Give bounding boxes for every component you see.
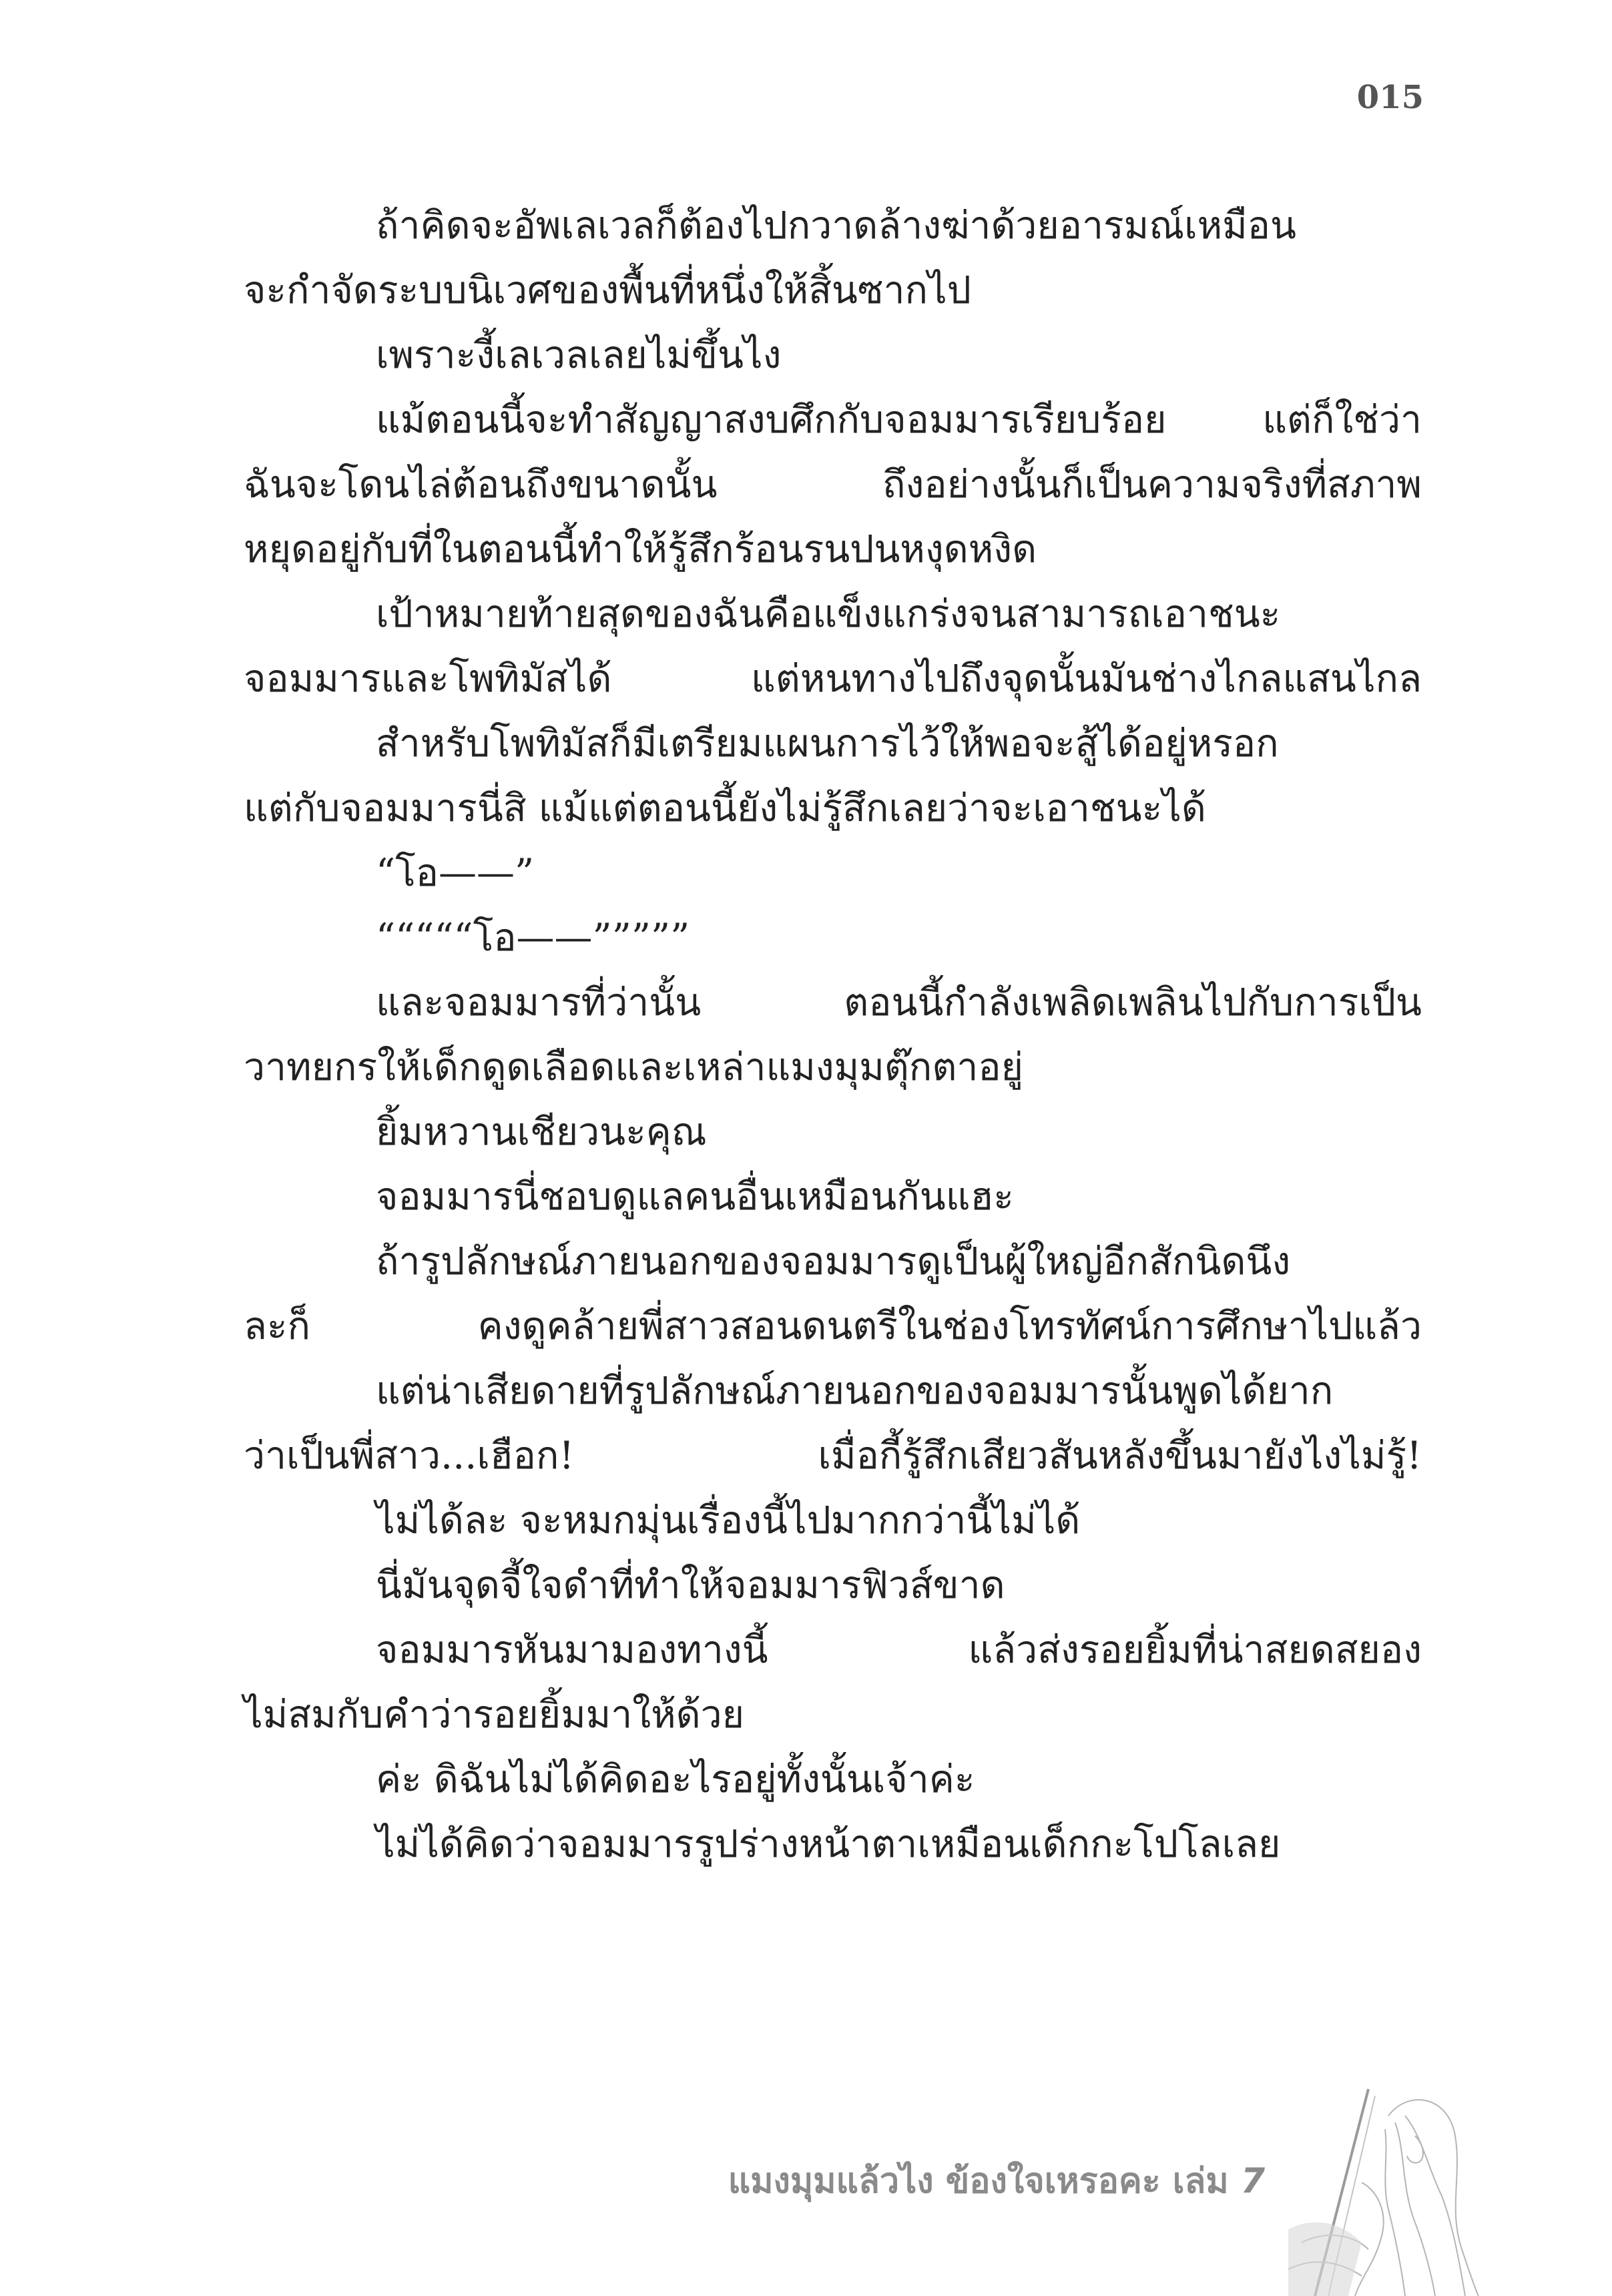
text-line: สำหรับโพทิมัสก็มีเตรียมแผนการไว้ให้พอจะสู้ได้อยู่หรอก: [376, 722, 1279, 766]
anime-girl-sketch-illustration: [1288, 2076, 1482, 2296]
footer-volume-number: 7: [1240, 2161, 1265, 2201]
body-text: [244, 194, 1422, 1877]
text-line: ฉันจะโดนไล่ต้อนถึงขนาดนั้น ถึงอย่างนั้นก็เป็นความจริงที่สภาพ: [244, 463, 1422, 507]
text-line: นี่มันจุดจี้ใจดำที่ทำให้จอมมารฟิวส์ขาด: [376, 1563, 1005, 1607]
text-line: ถ้าคิดจะอัพเลเวลก็ต้องไปกวาดล้างฆ่าด้วยอารมณ์เหมือน: [376, 204, 1296, 248]
footer-book-title: [728, 2152, 1265, 2208]
text-line: จะกำจัดระบบนิเวศของพื้นที่หนึ่งให้สิ้นซากไป: [244, 268, 971, 312]
text-line: วาทยกรให้เด็กดูดเลือดและเหล่าแมงมุมตุ๊กตาอยู่: [244, 1045, 1023, 1089]
text-line: และจอมมารที่ว่านั้น ตอนนี้กำลังเพลิดเพลินไปกับการเป็น: [376, 980, 1422, 1025]
page-number: 015: [1356, 79, 1424, 116]
text-line: เพราะงี้เลเวลเลยไม่ขึ้นไง: [376, 333, 782, 377]
text-line: ละก็ คงดูคล้ายพี่สาวสอนดนตรีในช่องโทรทัศน์การศึกษาไปแล้ว: [244, 1304, 1422, 1348]
text-line: “““““โอ——”””””: [376, 916, 690, 960]
text-line: จอมมารนี่ชอบดูแลคนอื่นเหมือนกันแฮะ: [376, 1175, 1014, 1219]
text-line: ไม่ได้คิดว่าจอมมารรูปร่างหน้าตาเหมือนเด็กกะโปโลเลย: [376, 1822, 1281, 1866]
text-line: ยิ้มหวานเชียวนะคุณ: [376, 1110, 707, 1154]
text-line: ค่ะ ดิฉันไม่ได้คิดอะไรอยู่ทั้งนั้นเจ้าค่ะ: [376, 1757, 975, 1801]
text-line: แม้ตอนนี้จะทำสัญญาสงบศึกกับจอมมารเรียบร้อย แต่ก็ใช่ว่า: [376, 398, 1422, 442]
text-line: ถ้ารูปลักษณ์ภายนอกของจอมมารดูเป็นผู้ใหญ่อีกสักนิดนึง: [376, 1239, 1291, 1283]
footer-title-text: แมงมุมแล้วไง ข้องใจเหรอคะ เล่ม: [728, 2161, 1229, 2201]
text-line: แต่กับจอมมารนี่สิ แม้แต่ตอนนี้ยังไม่รู้สึกเลยว่าจะเอาชนะได้: [244, 786, 1206, 830]
text-line: ไม่สมกับคำว่ารอยยิ้มมาให้ด้วย: [244, 1693, 745, 1737]
text-line: ว่าเป็นพี่สาว...เฮือก! เมื่อกี้รู้สึกเสียวสันหลังขึ้นมายังไงไม่รู้!: [244, 1434, 1422, 1478]
text-line: จอมมารหันมามองทางนี้ แล้วส่งรอยยิ้มที่น่าสยดสยอง: [376, 1628, 1422, 1672]
text-line: จอมมารและโพทิมัสได้ แต่หนทางไปถึงจุดนั้นมันช่างไกลแสนไกล: [244, 657, 1422, 701]
text-line: “โอ——”: [376, 851, 535, 895]
text-line: เป้าหมายท้ายสุดของฉันคือแข็งแกร่งจนสามารถเอาชนะ: [376, 592, 1281, 636]
text-line: แต่น่าเสียดายที่รูปลักษณ์ภายนอกของจอมมารนั้นพูดได้ยาก: [376, 1369, 1334, 1413]
text-line: หยุดอยู่กับที่ในตอนนี้ทำให้รู้สึกร้อนรนปนหงุดหงิด: [244, 527, 1037, 571]
text-line: ไม่ได้ละ จะหมกมุ่นเรื่องนี้ไปมากกว่านี้ไม่ได้: [376, 1498, 1081, 1542]
